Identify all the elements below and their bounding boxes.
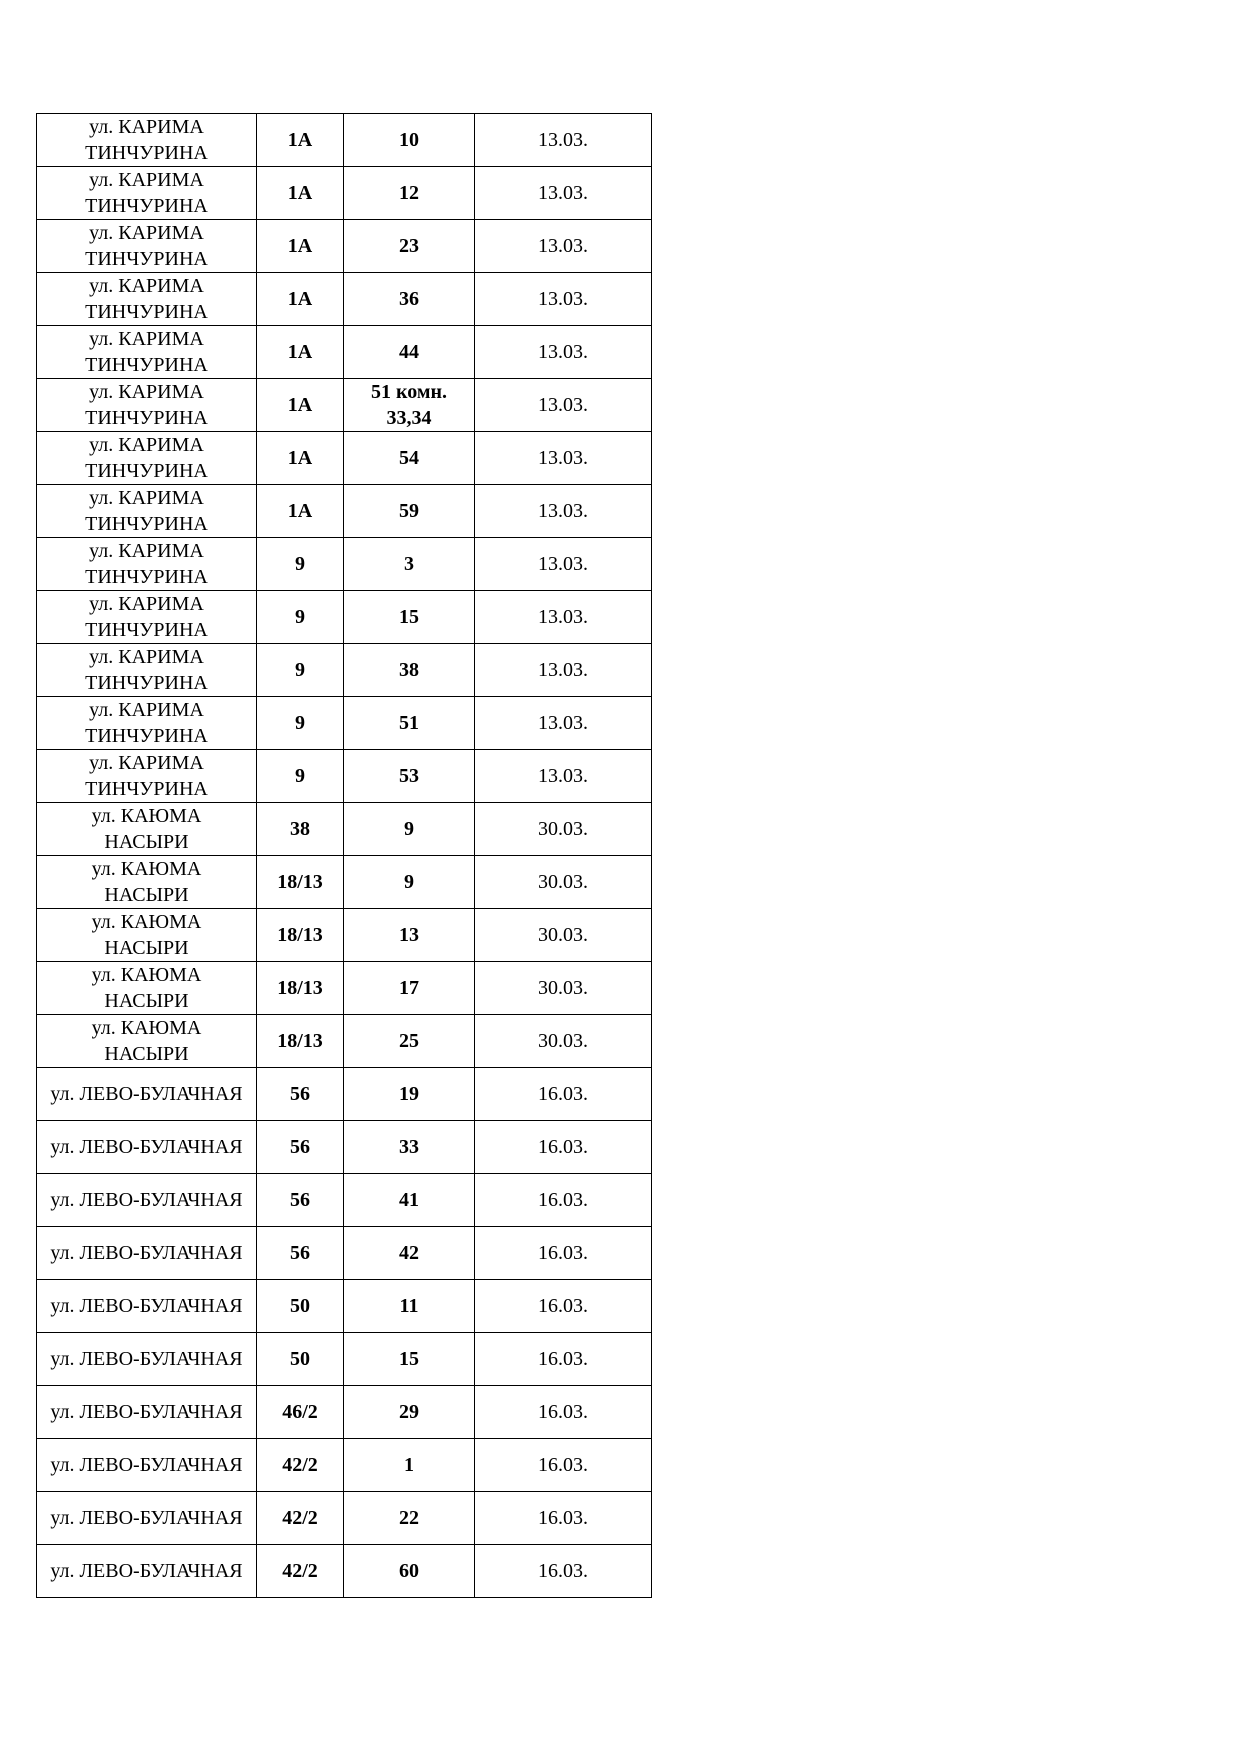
street-name-line: ул. ЛЕВО-БУЛАЧНАЯ (50, 1560, 243, 1582)
street-name-line: НАСЫРИ (104, 990, 189, 1012)
house-number-cell: 9 (257, 538, 344, 591)
street-name-line: ул. КАРИМА (89, 169, 204, 191)
apartment-number-line: 29 (399, 1401, 419, 1423)
date-cell: 16.03. (475, 1386, 652, 1439)
house-number-cell: 18/13 (257, 909, 344, 962)
date-cell: 16.03. (475, 1492, 652, 1545)
apartment-number-cell (344, 1068, 475, 1121)
street-name-line: ул. ЛЕВО-БУЛАЧНАЯ (50, 1189, 243, 1211)
table-row (37, 697, 652, 750)
apartment-number-line: 11 (399, 1295, 419, 1317)
street-name-line: ул. КАЮМА (91, 964, 202, 986)
street-name-line: ул. КАЮМА (91, 1017, 202, 1039)
apartment-number-line: 44 (399, 341, 419, 363)
table-row (37, 326, 652, 379)
street-cell (37, 1280, 257, 1333)
house-number-cell: 18/13 (257, 962, 344, 1015)
apartment-number-line: 12 (399, 182, 419, 204)
table-row (37, 1121, 652, 1174)
apartment-number-cell (344, 273, 475, 326)
house-number-cell: 1А (257, 167, 344, 220)
date-cell: 16.03. (475, 1333, 652, 1386)
house-number-cell: 9 (257, 697, 344, 750)
date-cell: 30.03. (475, 856, 652, 909)
house-number-cell: 18/13 (257, 856, 344, 909)
street-name-line: ул. КАЮМА (91, 805, 202, 827)
street-name-line: ул. КАЮМА (91, 858, 202, 880)
street-cell (37, 644, 257, 697)
apartment-number-line: 15 (399, 606, 419, 628)
house-number-cell: 18/13 (257, 1015, 344, 1068)
table-row (37, 1545, 652, 1598)
apartment-number-line: 41 (399, 1189, 419, 1211)
street-cell (37, 114, 257, 167)
table-row (37, 962, 652, 1015)
apartment-number-line: 51 комн. (370, 381, 448, 403)
apartment-number-cell (344, 167, 475, 220)
street-name-line: ТИНЧУРИНА (85, 619, 208, 641)
date-cell: 30.03. (475, 803, 652, 856)
table-row (37, 909, 652, 962)
apartment-number-cell (344, 1386, 475, 1439)
house-number-cell: 56 (257, 1121, 344, 1174)
date-cell: 13.03. (475, 697, 652, 750)
apartment-number-cell (344, 432, 475, 485)
apartment-number-line: 38 (399, 659, 419, 681)
street-name-line: ул. ЛЕВО-БУЛАЧНАЯ (50, 1401, 243, 1423)
street-name-line: ул. КАРИМА (89, 222, 204, 244)
apartment-number-cell (344, 856, 475, 909)
street-cell (37, 379, 257, 432)
street-cell (37, 1015, 257, 1068)
street-name-line: ТИНЧУРИНА (85, 513, 208, 535)
apartment-number-line: 60 (399, 1560, 419, 1582)
apartment-number-line: 36 (399, 288, 419, 310)
date-cell: 13.03. (475, 538, 652, 591)
apartment-number-line: 3 (404, 553, 414, 575)
street-cell (37, 909, 257, 962)
apartment-number-line: 9 (404, 818, 414, 840)
apartment-number-cell (344, 326, 475, 379)
table-row (37, 1227, 652, 1280)
street-name-line: ТИНЧУРИНА (85, 354, 208, 376)
apartment-number-cell (344, 962, 475, 1015)
street-name-line: ТИНЧУРИНА (85, 672, 208, 694)
street-name-line: ул. ЛЕВО-БУЛАЧНАЯ (50, 1295, 243, 1317)
table-row (37, 1068, 652, 1121)
street-cell (37, 803, 257, 856)
date-cell: 13.03. (475, 167, 652, 220)
street-name-line: ул. КАРИМА (89, 646, 204, 668)
house-number-cell: 38 (257, 803, 344, 856)
table-row (37, 1439, 652, 1492)
table-row (37, 644, 652, 697)
house-number-cell: 1А (257, 379, 344, 432)
street-name-line: ул. ЛЕВО-БУЛАЧНАЯ (50, 1136, 243, 1158)
table-row (37, 1015, 652, 1068)
apartment-number-cell (344, 697, 475, 750)
street-cell (37, 1068, 257, 1121)
street-name-line: НАСЫРИ (104, 831, 189, 853)
date-cell: 16.03. (475, 1227, 652, 1280)
date-cell: 30.03. (475, 909, 652, 962)
house-number-cell: 46/2 (257, 1386, 344, 1439)
date-cell: 16.03. (475, 1068, 652, 1121)
date-cell: 13.03. (475, 220, 652, 273)
apartment-number-cell (344, 644, 475, 697)
date-cell: 16.03. (475, 1121, 652, 1174)
apartment-number-cell (344, 220, 475, 273)
apartment-number-line: 51 (399, 712, 419, 734)
table-row (37, 432, 652, 485)
street-cell (37, 1545, 257, 1598)
apartment-number-line: 42 (399, 1242, 419, 1264)
apartment-number-cell (344, 1121, 475, 1174)
house-number-cell: 9 (257, 591, 344, 644)
table-row (37, 538, 652, 591)
schedule-table (36, 113, 652, 1598)
table-row (37, 167, 652, 220)
apartment-number-cell (344, 1545, 475, 1598)
apartment-number-line: 13 (399, 924, 419, 946)
street-cell (37, 856, 257, 909)
table-row (37, 485, 652, 538)
street-cell (37, 1227, 257, 1280)
street-cell (37, 1174, 257, 1227)
street-cell (37, 273, 257, 326)
street-name-line: ТИНЧУРИНА (85, 778, 208, 800)
street-name-line: ул. КАРИМА (89, 540, 204, 562)
apartment-number-cell (344, 1227, 475, 1280)
house-number-cell: 56 (257, 1068, 344, 1121)
apartment-number-cell (344, 379, 475, 432)
street-cell (37, 485, 257, 538)
house-number-cell: 56 (257, 1227, 344, 1280)
date-cell: 13.03. (475, 114, 652, 167)
house-number-cell: 1А (257, 273, 344, 326)
table-row (37, 803, 652, 856)
street-name-line: ул. КАРИМА (89, 275, 204, 297)
apartment-number-cell (344, 538, 475, 591)
table-row (37, 1174, 652, 1227)
street-name-line: ул. ЛЕВО-БУЛАЧНАЯ (50, 1454, 243, 1476)
date-cell: 16.03. (475, 1439, 652, 1492)
street-name-line: ТИНЧУРИНА (85, 195, 208, 217)
apartment-number-line: 59 (399, 500, 419, 522)
house-number-cell: 42/2 (257, 1439, 344, 1492)
street-name-line: ул. ЛЕВО-БУЛАЧНАЯ (50, 1348, 243, 1370)
street-name-line: ул. КАРИМА (89, 116, 204, 138)
street-name-line: ТИНЧУРИНА (85, 725, 208, 747)
date-cell: 13.03. (475, 379, 652, 432)
date-cell: 13.03. (475, 326, 652, 379)
street-name-line: НАСЫРИ (104, 884, 189, 906)
date-cell: 30.03. (475, 1015, 652, 1068)
street-cell (37, 750, 257, 803)
apartment-number-cell (344, 1015, 475, 1068)
apartment-number-line: 54 (399, 447, 419, 469)
apartment-number-line: 33 (399, 1136, 419, 1158)
table-row (37, 273, 652, 326)
street-cell (37, 962, 257, 1015)
street-name-line: ул. КАЮМА (91, 911, 202, 933)
house-number-cell: 1А (257, 485, 344, 538)
street-cell (37, 1439, 257, 1492)
house-number-cell: 50 (257, 1333, 344, 1386)
date-cell: 16.03. (475, 1280, 652, 1333)
street-name-line: ТИНЧУРИНА (85, 248, 208, 270)
street-name-line: ул. КАРИМА (89, 487, 204, 509)
table-row (37, 1492, 652, 1545)
house-number-cell: 56 (257, 1174, 344, 1227)
street-cell (37, 326, 257, 379)
street-name-line: ул. КАРИМА (89, 593, 204, 615)
date-cell: 16.03. (475, 1174, 652, 1227)
house-number-cell: 9 (257, 644, 344, 697)
street-name-line: ул. КАРИМА (89, 752, 204, 774)
table-row (37, 856, 652, 909)
apartment-number-cell (344, 1439, 475, 1492)
street-name-line: ул. КАРИМА (89, 699, 204, 721)
apartment-number-cell (344, 485, 475, 538)
apartment-number-cell (344, 803, 475, 856)
street-name-line: ТИНЧУРИНА (85, 142, 208, 164)
apartment-number-line: 19 (399, 1083, 419, 1105)
street-name-line: ул. КАРИМА (89, 328, 204, 350)
apartment-number-cell (344, 1333, 475, 1386)
apartment-number-cell (344, 1492, 475, 1545)
street-name-line: НАСЫРИ (104, 937, 189, 959)
table-row (37, 379, 652, 432)
table-row (37, 591, 652, 644)
apartment-number-cell (344, 909, 475, 962)
street-cell (37, 538, 257, 591)
street-name-line: НАСЫРИ (104, 1043, 189, 1065)
street-cell (37, 697, 257, 750)
house-number-cell: 9 (257, 750, 344, 803)
street-cell (37, 1121, 257, 1174)
street-cell (37, 220, 257, 273)
table-row (37, 1333, 652, 1386)
street-name-line: ул. КАРИМА (89, 381, 204, 403)
apartment-number-line: 25 (399, 1030, 419, 1052)
street-cell (37, 1333, 257, 1386)
house-number-cell: 1А (257, 326, 344, 379)
schedule-table-body (37, 114, 652, 1598)
apartment-number-line: 23 (399, 235, 419, 257)
table-row (37, 1280, 652, 1333)
street-cell (37, 591, 257, 644)
street-name-line: ул. ЛЕВО-БУЛАЧНАЯ (50, 1507, 243, 1529)
date-cell: 30.03. (475, 962, 652, 1015)
apartment-number-line: 9 (404, 871, 414, 893)
date-cell: 16.03. (475, 1545, 652, 1598)
table-row (37, 750, 652, 803)
house-number-cell: 50 (257, 1280, 344, 1333)
table-row (37, 220, 652, 273)
street-name-line: ТИНЧУРИНА (85, 301, 208, 323)
street-name-line: ул. ЛЕВО-БУЛАЧНАЯ (50, 1083, 243, 1105)
apartment-number-cell (344, 1174, 475, 1227)
house-number-cell: 1А (257, 114, 344, 167)
date-cell: 13.03. (475, 485, 652, 538)
apartment-number-cell (344, 114, 475, 167)
street-name-line: ТИНЧУРИНА (85, 566, 208, 588)
street-name-line: ул. ЛЕВО-БУЛАЧНАЯ (50, 1242, 243, 1264)
apartment-number-line: 22 (399, 1507, 419, 1529)
apartment-number-line: 10 (399, 129, 419, 151)
apartment-number-line: 1 (404, 1454, 414, 1476)
date-cell: 13.03. (475, 750, 652, 803)
date-cell: 13.03. (475, 273, 652, 326)
street-name-line: ул. КАРИМА (89, 434, 204, 456)
apartment-number-line: 53 (399, 765, 419, 787)
house-number-cell: 1А (257, 432, 344, 485)
apartment-number-line: 33,34 (386, 407, 432, 429)
street-cell (37, 167, 257, 220)
street-name-line: ТИНЧУРИНА (85, 460, 208, 482)
date-cell: 13.03. (475, 591, 652, 644)
table-row (37, 1386, 652, 1439)
apartment-number-line: 17 (399, 977, 419, 999)
date-cell: 13.03. (475, 644, 652, 697)
apartment-number-line: 15 (399, 1348, 419, 1370)
house-number-cell: 42/2 (257, 1545, 344, 1598)
house-number-cell: 1А (257, 220, 344, 273)
house-number-cell: 42/2 (257, 1492, 344, 1545)
table-row (37, 114, 652, 167)
apartment-number-cell (344, 750, 475, 803)
date-cell: 13.03. (475, 432, 652, 485)
street-cell (37, 432, 257, 485)
street-name-line: ТИНЧУРИНА (85, 407, 208, 429)
apartment-number-cell (344, 591, 475, 644)
street-cell (37, 1386, 257, 1439)
apartment-number-cell (344, 1280, 475, 1333)
street-cell (37, 1492, 257, 1545)
